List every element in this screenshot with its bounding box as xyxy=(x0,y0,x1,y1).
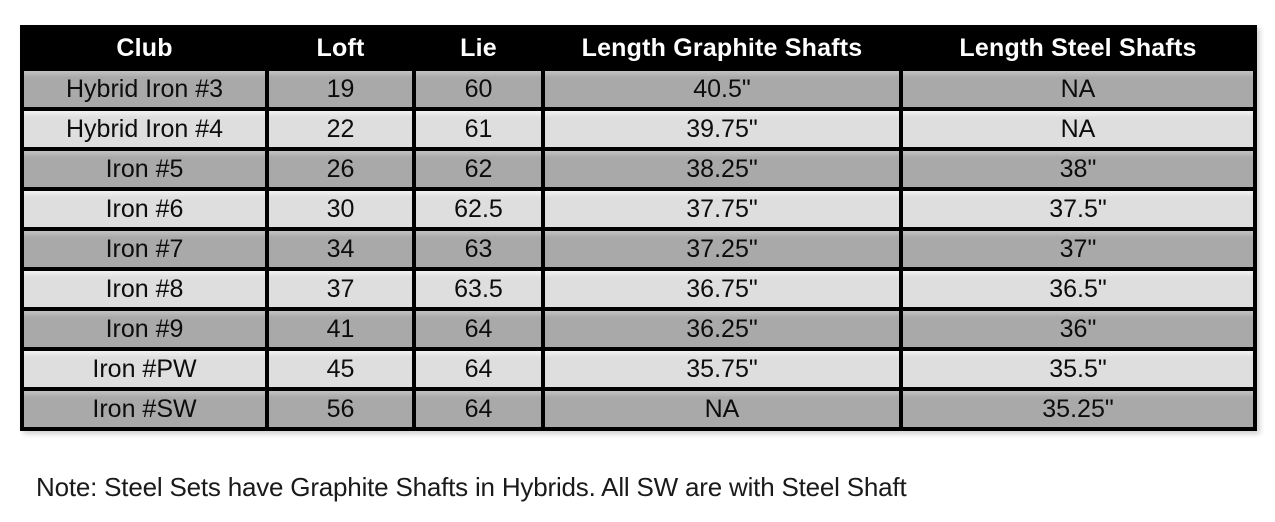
table-cell: 39.75" xyxy=(543,109,901,149)
table-cell: 26 xyxy=(267,149,414,189)
table-row xyxy=(22,189,1255,229)
table-cell: 38.25" xyxy=(543,149,901,189)
table-row xyxy=(22,229,1255,269)
table-cell: 56 xyxy=(267,389,414,429)
table-cell: 62.5 xyxy=(414,189,543,229)
table-cell: 62 xyxy=(414,149,543,189)
table-row xyxy=(22,269,1255,309)
table-cell: NA xyxy=(543,389,901,429)
table-cell: 35.5" xyxy=(901,349,1255,389)
table-cell: Hybrid Iron #4 xyxy=(22,109,267,149)
table-cell: 36" xyxy=(901,309,1255,349)
table-cell: 36.5" xyxy=(901,269,1255,309)
table-cell: Hybrid Iron #3 xyxy=(22,69,267,109)
table-cell: 35.25" xyxy=(901,389,1255,429)
table-cell: 37.75" xyxy=(543,189,901,229)
table-cell: NA xyxy=(901,69,1255,109)
table-cell: Iron #9 xyxy=(22,309,267,349)
table-row xyxy=(22,109,1255,149)
table-cell: Iron #PW xyxy=(22,349,267,389)
table-cell: 37 xyxy=(267,269,414,309)
table-cell: 30 xyxy=(267,189,414,229)
table-cell: 61 xyxy=(414,109,543,149)
table-row xyxy=(22,149,1255,189)
table-header-row xyxy=(22,27,1255,69)
table-cell: 36.25" xyxy=(543,309,901,349)
footnote: Note: Steel Sets have Graphite Shafts in Hybrids. All SW are with Steel Shaft xyxy=(36,472,907,502)
table-row xyxy=(22,69,1255,109)
table-cell: 37.25" xyxy=(543,229,901,269)
table-cell: 37" xyxy=(901,229,1255,269)
table-cell: Iron #6 xyxy=(22,189,267,229)
table-cell: 35.75" xyxy=(543,349,901,389)
table-cell: 36.75" xyxy=(543,269,901,309)
table-cell: 19 xyxy=(267,69,414,109)
column-header-loft: Loft xyxy=(267,27,414,69)
table-cell: Iron #8 xyxy=(22,269,267,309)
table-cell: 45 xyxy=(267,349,414,389)
club-spec-table xyxy=(20,25,1257,431)
table-cell: NA xyxy=(901,109,1255,149)
table-cell: 38" xyxy=(901,149,1255,189)
table-cell: 34 xyxy=(267,229,414,269)
table-cell: Iron #7 xyxy=(22,229,267,269)
table-cell: 64 xyxy=(414,389,543,429)
table-row xyxy=(22,309,1255,349)
table-cell: 60 xyxy=(414,69,543,109)
column-header-club: Club xyxy=(22,27,267,69)
table-cell: 64 xyxy=(414,309,543,349)
table-cell: 37.5" xyxy=(901,189,1255,229)
table-row xyxy=(22,389,1255,429)
table-cell: 22 xyxy=(267,109,414,149)
table-body xyxy=(22,69,1255,429)
table-row xyxy=(22,349,1255,389)
table-cell: Iron #SW xyxy=(22,389,267,429)
table-cell: Iron #5 xyxy=(22,149,267,189)
column-header-lie: Lie xyxy=(414,27,543,69)
column-header-length-graphite-shafts: Length Graphite Shafts xyxy=(543,27,901,69)
column-header-length-steel-shafts: Length Steel Shafts xyxy=(901,27,1255,69)
table-cell: 41 xyxy=(267,309,414,349)
table-cell: 63 xyxy=(414,229,543,269)
table-cell: 63.5 xyxy=(414,269,543,309)
table-cell: 40.5" xyxy=(543,69,901,109)
table-cell: 64 xyxy=(414,349,543,389)
